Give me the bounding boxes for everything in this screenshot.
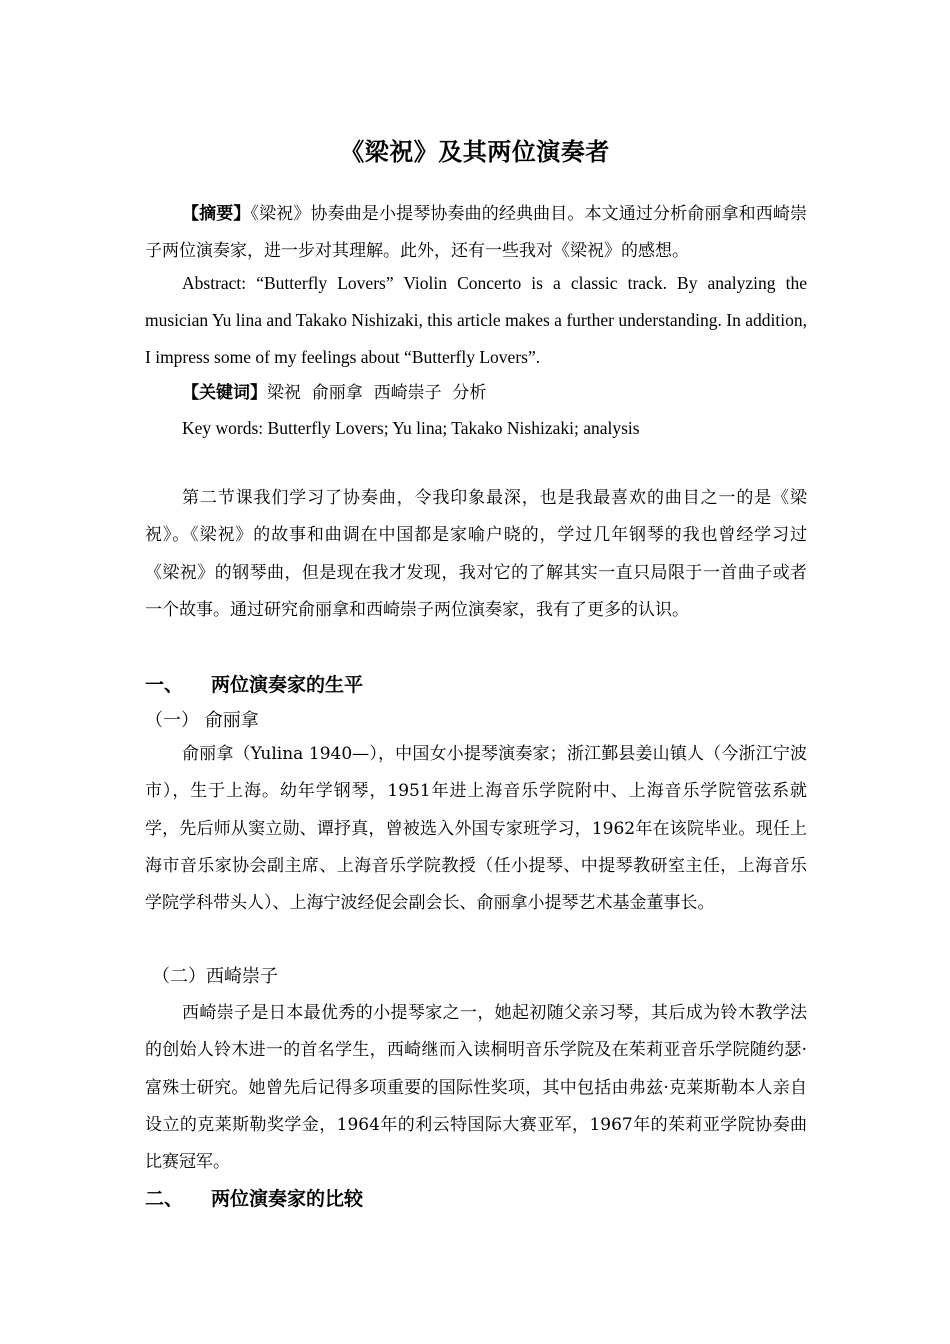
section-2-heading <box>145 1184 363 1211</box>
section-2-title: 两位演奏家的比较 <box>211 1188 364 1210</box>
keywords-cn <box>145 375 807 412</box>
section-1-title: 两位演奏家的生平 <box>211 674 364 696</box>
subsection-1-label: （一） 俞丽拿 <box>145 710 259 731</box>
intro-paragraph: 第二节课我们学习了协奏曲，令我印象最深，也是我最喜欢的曲目之一的是《梁祝》。《梁祝》的故事和曲调在中国都是家喻户晓的，学过几年钢琴的我也曾经学习过《梁祝》的钢琴曲，但是现在我才发现，我对它的了解其实一直只局限于一首曲子或者一个故事。通过研究俞丽拿和西崎崇子两位演奏家，我有了更多的认识。 <box>145 488 807 620</box>
subsection-2-text: 西崎崇子是日本最优秀的小提琴家之一，她起初随父亲习琴，其后成为铃木教学法的创始人铃木进一的首名学生，西崎继而入读桐明音乐学院及在茱莉亚音乐学院随约瑟·富殊士研究。她曾先后记得多项重要的国际性奖项，其中包括由弗兹·克莱斯勒本人亲自设立的克莱斯勒奖学金，1964年的利云特国际大赛亚军，1967年的茱莉亚学院协奏曲比赛冠军。 <box>145 1003 807 1173</box>
abstract-cn-text: 《梁祝》协奏曲是小提琴协奏曲的经典曲目。本文通过分析俞丽拿和西崎崇子两位演奏家，进一步对其理解。此外，还有一些我对《梁祝》的感想。 <box>145 204 807 262</box>
abstract-cn <box>145 196 807 271</box>
keywords-en: Key words: Butterfly Lovers; Yu lina; Takako Nishizaki; analysis <box>182 418 640 438</box>
abstract-cn-label: 【摘要】 <box>182 204 251 224</box>
keywords-cn-text: 梁祝 俞丽拿 西崎崇子 分析 <box>267 383 487 403</box>
section-2-number: 二、 <box>145 1188 184 1210</box>
subsection-1-text: 俞丽拿（Yulina 1940—），中国女小提琴演奏家；浙江鄞县姜山镇人（今浙江宁波市），生于上海。幼年学钢琴，1951年进上海音乐学院附中、上海音乐学院管弦系就学，先后师从窦立勋、谭抒真，曾被选入外国专家班学习，1962年在该院毕业。现任上海市音乐家协会副主席、上海音乐学院教授（任小提琴、中提琴教研室主任，上海音乐学院学科带头人）、上海宁波经促会副会长、俞丽拿小提琴艺术基金董事长。 <box>145 744 807 914</box>
subsection-2-label: （二）西崎崇子 <box>152 966 278 987</box>
document-title: 《梁祝》及其两位演奏者 <box>340 137 610 166</box>
keywords-cn-label: 【关键词】 <box>182 383 267 403</box>
section-1-heading <box>145 670 363 697</box>
section-1-number: 一、 <box>145 674 184 696</box>
abstract-en: Abstract: “Butterfly Lovers” Violin Concerto is a classic track. By analyzing the musician Yu lina and Takako Nishizaki, this article makes a further understanding. In addition, I impress some of my feelings about “Butterfly Lovers”. <box>145 273 807 367</box>
